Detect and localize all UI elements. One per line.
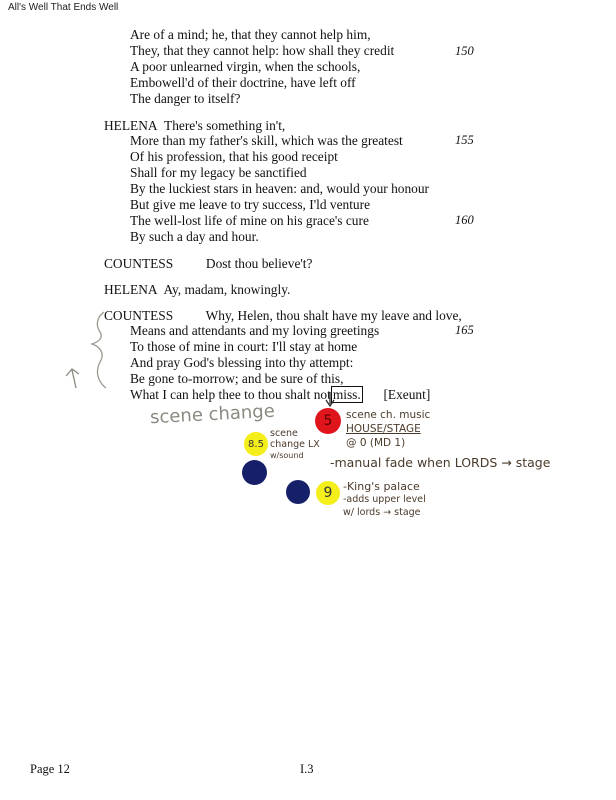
speech-line: Why, Helen, thou shalt have my leave and love, [205, 308, 462, 323]
line-number: 165 [455, 323, 474, 337]
down-arrow-mark [326, 392, 334, 406]
verse-line: What I can help thee to thou shalt not [130, 387, 331, 402]
verse-line: They, that they cannot help: how shall they credit [130, 43, 395, 58]
verse-line: Are of a mind; he, that they cannot help him, [130, 27, 371, 42]
speaker-name: COUNTESS [104, 308, 174, 323]
scene-change-note: scene change [149, 400, 276, 429]
verse-line: Embowell'd of their doctrine, have left off [130, 75, 356, 90]
verse-line: But give me leave to try success, I'ld venture [130, 197, 371, 212]
bracket-mark [92, 312, 106, 388]
verse-line: Of his profession, that his good receipt [130, 149, 338, 164]
verse-line: A poor unlearned virgin, when the schools, [130, 59, 361, 74]
cue-5-note: scene ch. music HOUSE/STAGE @ 0 (MD 1) [346, 409, 431, 449]
speech-line: Ay, madam, knowingly. [163, 282, 291, 297]
page-number: Page 12 [30, 762, 70, 776]
verse-line: More than my father's skill, which was the greatest [130, 133, 403, 148]
fade-note: -manual fade when LORDS → stage [330, 455, 551, 470]
verse-line: By such a day and hour. [130, 229, 259, 244]
cue-8-5-note: scene change LX w/sound [270, 428, 320, 460]
verse-line: To those of mine in court: I'll stay at home [130, 339, 358, 354]
verse-line: Be gone to-morrow; and be sure of this, [130, 371, 344, 386]
line-number: 155 [455, 133, 474, 147]
up-arrow-mark [66, 369, 79, 388]
speech-line: Dost thou believe't? [205, 256, 313, 271]
cue-9-note: -King's palace -adds upper level w/ lords → stage [343, 480, 426, 518]
verse-line: Means and attendants and my loving greetings [130, 323, 380, 338]
speaker-name: COUNTESS [104, 256, 174, 271]
speaker-name: HELENA [104, 282, 158, 297]
cue-dot-red: 5 [315, 408, 341, 434]
cue-dot-yellow-1: 8.5 [244, 432, 268, 456]
verse-line: The well-lost life of mine on his grace's cure [130, 213, 369, 228]
speaker-name: HELENA [104, 118, 158, 133]
stage-direction: [Exeunt] [383, 387, 431, 402]
document-title: All's Well That Ends Well [8, 2, 119, 13]
cue-dot-navy-1 [242, 460, 267, 485]
boxed-cue-word: miss. [332, 387, 361, 402]
verse-line: By the luckiest stars in heaven: and, would your honour [130, 181, 430, 196]
verse-line: Shall for my legacy be sanctified [130, 165, 307, 180]
scene-marker: I.3 [300, 762, 314, 776]
verse-line: And pray God's blessing into thy attempt: [130, 355, 354, 370]
cue-dot-navy-2 [286, 480, 310, 504]
speech-line: There's something in't, [164, 118, 286, 133]
verse-line: The danger to itself? [130, 91, 241, 106]
line-number: 150 [455, 44, 474, 58]
line-number: 160 [455, 213, 474, 227]
cue-dot-yellow-2: 9 [316, 481, 340, 505]
